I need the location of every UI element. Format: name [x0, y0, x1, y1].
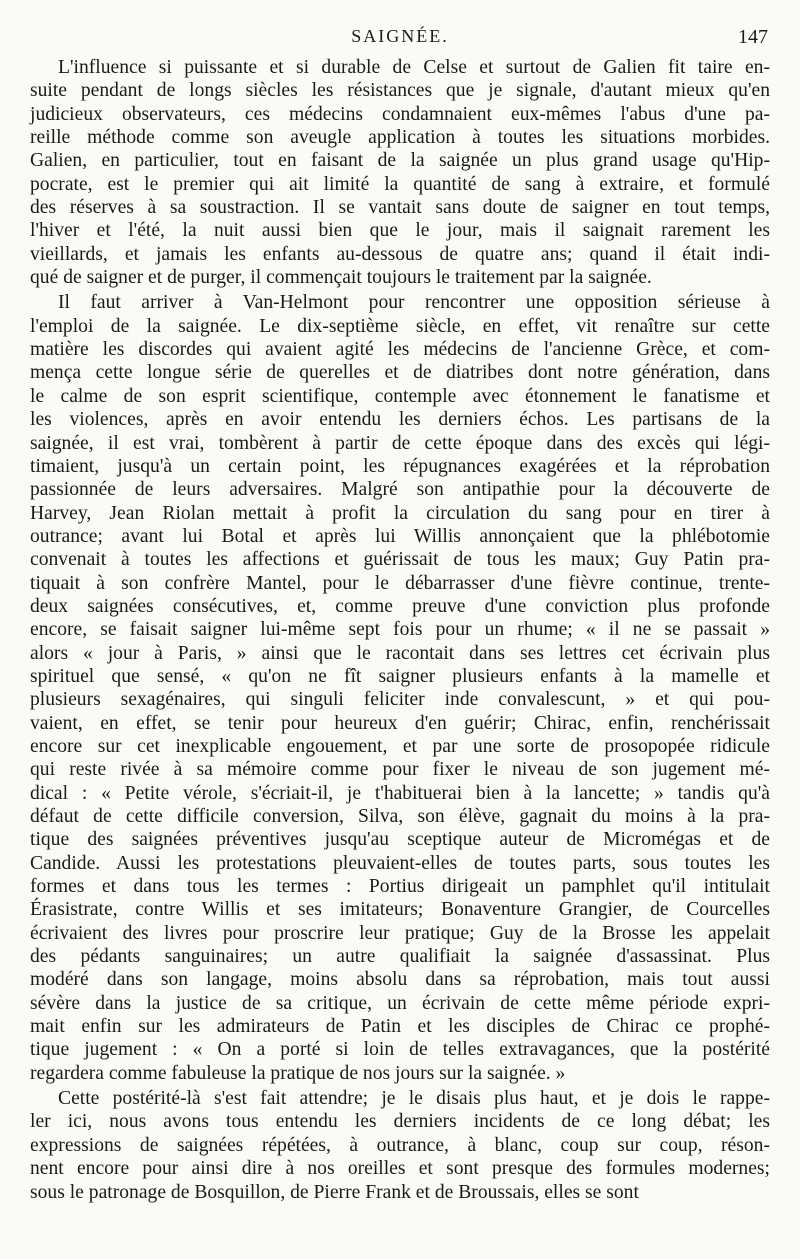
text-line: Cette postérité-là s'est fait attendre; je le disais plus haut, et je dois le rappe- — [58, 1088, 770, 1110]
text-line: encore sur cet inexplicable engouement, et par une sorte de prosopopée ridicule — [30, 735, 770, 757]
text-line: L'influence si puissante et si durable de Celse et surtout de Galien fit taire en- — [58, 57, 770, 78]
text-line: Galien, en particulier, tout en faisant de la saignée un plus grand usage qu'Hip- — [30, 150, 770, 172]
text-line: le calme de son esprit scientifique, contemple avec étonnement le fanatisme et — [30, 385, 770, 407]
text-line: qui reste rivée à sa mémoire comme pour fixer le niveau de son jugement mé- — [30, 759, 770, 781]
text-line: judicieux observateurs, ces médecins condamnaient eux-mêmes l'abus d'une pa- — [30, 103, 770, 125]
text-line: expressions de saignées répétées, à outrance, à blanc, coup sur coup, réson- — [30, 1134, 770, 1156]
text-line: sous le patronage de Bosquillon, de Pierre Frank et de Broussais, elles se sont — [30, 1181, 639, 1203]
text-line: modéré dans son langage, moins absolu dans sa réprobation, mais tout aussi — [30, 969, 770, 991]
text-line: tique jugement : « On a porté si loin de telles extravagances, que la postérité — [30, 1039, 770, 1061]
text-line: reille méthode comme son aveugle application à toutes les situations morbides. — [30, 127, 770, 149]
text-line: regardera comme fabuleuse la pratique de nos jours sur la saignée. » — [30, 1062, 566, 1084]
text-line: passionnée de leurs adversaires. Malgré son antipathie pour la découverte de — [30, 479, 770, 501]
text-line: l'emploi de la saignée. Le dix-septième siècle, en effet, vit renaître sur cette — [30, 315, 770, 337]
text-line: outrance; avant lui Botal et après lui Willis annonçaient que la phlébotomie — [30, 525, 770, 547]
text-line: timaient, jusqu'à un certain point, les répugnances exagérées et la réprobation — [30, 455, 770, 477]
text-line: Il faut arriver à Van-Helmont pour rencontrer une opposition sérieuse à — [58, 292, 770, 314]
text-line: formes et dans tous les termes : Portius dirigeait un pamphlet qu'il intitulait — [30, 876, 770, 898]
text-line: convenait à toutes les affections et guérissait de tous les maux; Guy Patin pra- — [30, 549, 770, 571]
text-line: l'hiver et l'été, la nuit aussi bien que le jour, mais il saignait rarement les — [30, 220, 770, 242]
page-number: 147 — [738, 26, 768, 48]
text-line: tique des saignées préventives jusqu'au sceptique auteur de Micromégas et de — [30, 829, 770, 851]
text-line: tiquait à son confrère Mantel, pour le débarrasser d'une fièvre continue, trente- — [30, 572, 770, 594]
text-line: Candide. Aussi les protestations pleuvaient-elles de toutes parts, sous toutes les — [30, 852, 770, 874]
text-line: spirituel que sensé, « qu'on ne fît saigner plusieurs enfants à la mamelle et — [30, 665, 770, 687]
text-line: pocrate, est le premier qui ait limité la quantité de sang à extraire, et formulé — [30, 173, 770, 195]
text-line: vieillards, et jamais les enfants au-dessous de quatre ans; quand il était indi- — [30, 243, 770, 265]
text-line: vaient, en effet, se tenir pour heureux d'en guérir; Chirac, enfin, renchérissait — [30, 712, 770, 734]
text-line: écrivaient des livres pour proscrire leur pratique; Guy de la Brosse les appelait — [30, 922, 770, 944]
text-line: dical : « Petite vérole, s'écriait-il, je t'habituerai bien à la lancette; » tandis qu'à — [30, 782, 770, 804]
text-line: nent encore pour ainsi dire à nos oreilles et sont presque des formules modernes; — [30, 1158, 770, 1180]
text-line: mença cette longue série de querelles et de diatribes dont notre génération, dans — [30, 362, 770, 384]
paragraph — [30, 1087, 770, 1204]
text-line: encore, se faisait saigner lui-même sept fois pour un rhume; « il ne se passait » — [30, 619, 770, 641]
text-line: les violences, après en avoir entendu les derniers échos. Les partisans de la — [30, 409, 770, 431]
paragraph — [30, 291, 770, 1085]
text-line: deux saignées consécutives, et, comme preuve d'une conviction plus profonde — [30, 595, 770, 617]
text-line: alors « jour à Paris, » ainsi que le racontait dans ses lettres cet écrivain plus — [30, 642, 770, 664]
text-line: matière les discordes qui avaient agité les médecins de l'ancienne Grèce, et com- — [30, 339, 770, 361]
page-header — [30, 26, 770, 50]
paragraph — [30, 56, 770, 289]
text-line: ler ici, nous avons tous entendu les derniers incidents de ce long débat; les — [30, 1111, 770, 1133]
body-text — [30, 56, 770, 1204]
text-line: suite pendant de longs siècles les résistances que je signale, d'autant mieux qu'en — [30, 80, 770, 102]
text-line: des réserves à sa soustraction. Il se vantait sans doute de saigner en tout temps, — [30, 197, 770, 219]
text-line: des pédants sanguinaires; un autre qualifiait la saignée d'assassinat. Plus — [30, 946, 770, 968]
text-line: sévère dans la justice de sa critique, un écrivain de cette même période expri- — [30, 992, 770, 1014]
text-line: plusieurs sexagénaires, qui singuli feliciter inde convalescunt, » et qui pou- — [30, 689, 770, 711]
text-line: Érasistrate, contre Willis et ses imitateurs; Bonaventure Grangier, de Courcelles — [30, 899, 770, 921]
text-line: saignée, il est vrai, tombèrent à partir de cette époque dans des excès qui légi- — [30, 432, 770, 454]
text-line: qué de saigner et de purger, il commençait toujours le traitement par la saignée. — [30, 267, 652, 289]
text-line: mait enfin sur les admirateurs de Patin et les disciples de Chirac ce prophé- — [30, 1016, 770, 1038]
text-line: Harvey, Jean Riolan mettait à profit la circulation du sang pour en tirer à — [30, 502, 770, 524]
text-line: défaut de cette difficile conversion, Silva, son élève, gagnait du moins à la pra- — [30, 806, 770, 827]
running-title: SAIGNÉE. — [351, 26, 449, 46]
